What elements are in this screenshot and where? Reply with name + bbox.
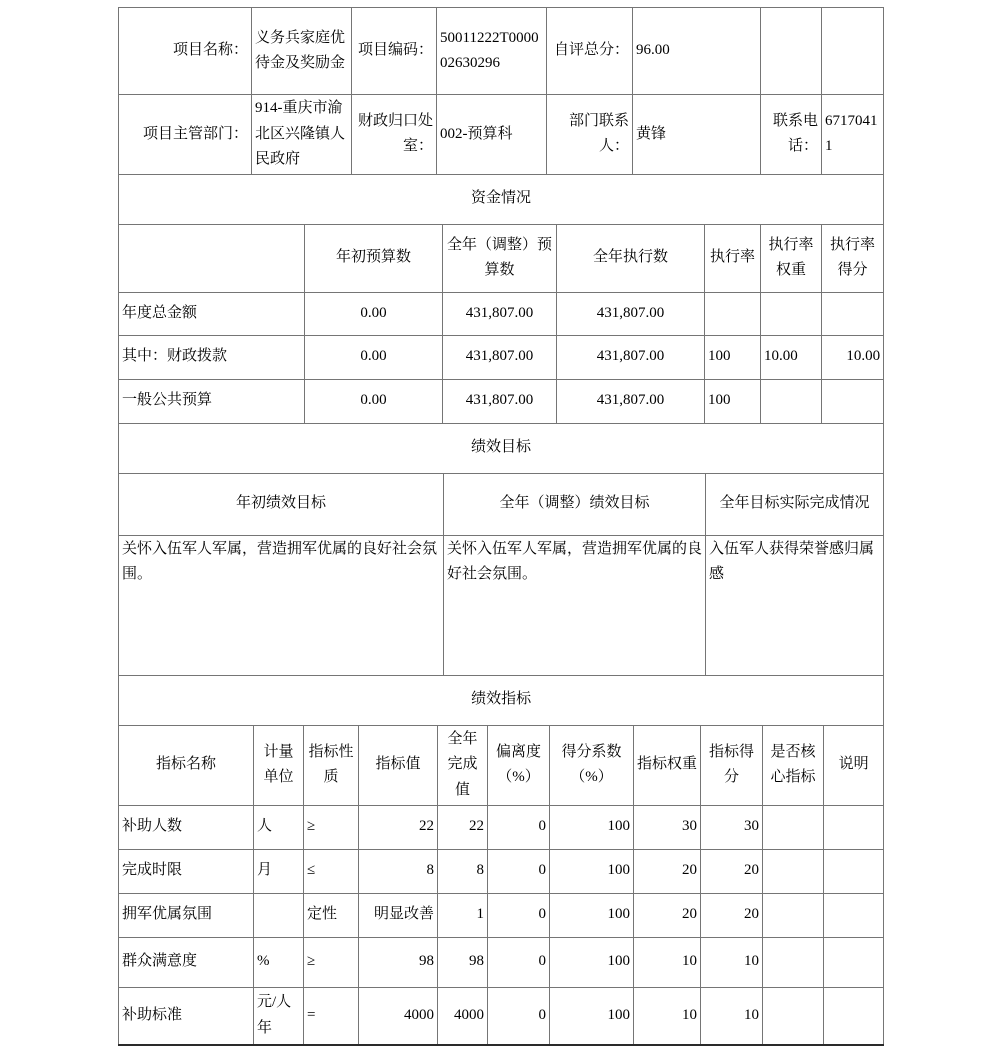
indicator-deviation: 0 — [488, 805, 550, 849]
fund-row-label: 其中：财政拨款 — [119, 335, 305, 379]
fund-rate-weight — [761, 292, 822, 335]
phone-value: 67170411 — [822, 95, 884, 175]
fund-executed: 431,807.00 — [557, 379, 705, 423]
indicator-name: 群众满意度 — [119, 937, 254, 987]
empty-cell — [822, 8, 884, 95]
goals-content-row — [119, 535, 884, 675]
project-code-value: 50011222T000002630296 — [437, 8, 547, 95]
indicator-nature: ≤ — [304, 849, 359, 893]
goals-section-title-row — [119, 423, 884, 473]
indicator-nature: ≥ — [304, 937, 359, 987]
funds-header-row — [119, 224, 884, 292]
performance-report-table — [118, 7, 883, 1046]
indicator-score-coeff: 100 — [550, 805, 634, 849]
adjusted-goal-text: 关怀入伍军人军属，营造拥军优属的良好社会氛围。 — [444, 535, 706, 675]
indicator-deviation: 0 — [488, 849, 550, 893]
indicator-weight: 30 — [634, 805, 701, 849]
fund-executed: 431,807.00 — [557, 292, 705, 335]
goals-section-title: 绩效目标 — [119, 423, 884, 473]
goals-col-header: 全年（调整）绩效目标 — [444, 473, 706, 535]
indicator-unit: % — [254, 937, 304, 987]
indicator-note — [824, 987, 884, 1045]
indicator-target: 22 — [359, 805, 438, 849]
funds-col-header: 年初预算数 — [305, 224, 443, 292]
indicator-score: 20 — [701, 849, 763, 893]
indicator-row — [119, 937, 884, 987]
fund-executed: 431,807.00 — [557, 335, 705, 379]
fund-budget-adjusted: 431,807.00 — [443, 292, 557, 335]
fund-budget-adjusted: 431,807.00 — [443, 335, 557, 379]
indicator-score: 20 — [701, 893, 763, 937]
goals-col-header: 年初绩效目标 — [119, 473, 444, 535]
indicator-score: 10 — [701, 937, 763, 987]
indicator-target: 4000 — [359, 987, 438, 1045]
funds-col-header: 执行率权重 — [761, 224, 822, 292]
funds-table — [118, 174, 884, 424]
funds-col-header: 全年执行数 — [557, 224, 705, 292]
indicator-name: 补助标准 — [119, 987, 254, 1045]
indicator-score-coeff: 100 — [550, 937, 634, 987]
indicator-is-core — [763, 805, 824, 849]
fund-row-label: 一般公共预算 — [119, 379, 305, 423]
finance-office-value: 002-预算科 — [437, 95, 547, 175]
indicator-completed: 22 — [438, 805, 488, 849]
indicator-col-header: 指标值 — [359, 725, 438, 805]
fund-rate-weight — [761, 379, 822, 423]
fund-rate-score: 10.00 — [822, 335, 884, 379]
indicator-target: 98 — [359, 937, 438, 987]
indicator-unit — [254, 893, 304, 937]
indicator-row — [119, 849, 884, 893]
fund-exec-rate: 100 — [705, 335, 761, 379]
funds-row-fiscal — [119, 335, 884, 379]
funds-row-public-budget — [119, 379, 884, 423]
indicator-col-header: 指标性质 — [304, 725, 359, 805]
funds-col-header — [119, 224, 305, 292]
initial-goal-text: 关怀入伍军人军属，营造拥军优属的良好社会氛围。 — [119, 535, 444, 675]
indicator-target: 8 — [359, 849, 438, 893]
project-info-row-1 — [119, 8, 884, 95]
indicator-note — [824, 893, 884, 937]
indicator-col-header: 指标权重 — [634, 725, 701, 805]
indicators-section-title: 绩效指标 — [119, 675, 884, 725]
indicator-col-header: 得分系数（%） — [550, 725, 634, 805]
project-info-table — [118, 7, 884, 175]
funds-col-header: 全年（调整）预算数 — [443, 224, 557, 292]
indicator-target: 明显改善 — [359, 893, 438, 937]
indicator-deviation: 0 — [488, 937, 550, 987]
indicator-nature: = — [304, 987, 359, 1045]
goals-col-header: 全年目标实际完成情况 — [706, 473, 884, 535]
indicator-unit: 月 — [254, 849, 304, 893]
indicator-completed: 4000 — [438, 987, 488, 1045]
indicator-col-header: 指标得分 — [701, 725, 763, 805]
indicator-nature: 定性 — [304, 893, 359, 937]
phone-label: 联系电话： — [761, 95, 822, 175]
fund-exec-rate — [705, 292, 761, 335]
fund-budget-adjusted: 431,807.00 — [443, 379, 557, 423]
indicator-row — [119, 987, 884, 1045]
indicators-section-title-row — [119, 675, 884, 725]
self-score-label: 自评总分： — [547, 8, 633, 95]
indicator-is-core — [763, 937, 824, 987]
project-code-label: 项目编码： — [352, 8, 437, 95]
fund-budget-initial: 0.00 — [305, 292, 443, 335]
indicator-deviation: 0 — [488, 893, 550, 937]
indicator-score-coeff: 100 — [550, 849, 634, 893]
indicator-name: 补助人数 — [119, 805, 254, 849]
indicator-deviation: 0 — [488, 987, 550, 1045]
indicator-col-header: 说明 — [824, 725, 884, 805]
fund-budget-initial: 0.00 — [305, 335, 443, 379]
project-info-row-2 — [119, 95, 884, 175]
goals-table — [118, 423, 884, 676]
indicator-score-coeff: 100 — [550, 893, 634, 937]
indicator-name: 拥军优属氛围 — [119, 893, 254, 937]
empty-cell — [761, 8, 822, 95]
fund-exec-rate: 100 — [705, 379, 761, 423]
indicator-unit: 人 — [254, 805, 304, 849]
indicator-col-header: 偏离度（%） — [488, 725, 550, 805]
dept-value: 914-重庆市渝北区兴隆镇人民政府 — [252, 95, 352, 175]
funds-col-header: 执行率得分 — [822, 224, 884, 292]
fund-rate-score — [822, 292, 884, 335]
indicator-weight: 20 — [634, 849, 701, 893]
indicator-is-core — [763, 893, 824, 937]
indicator-score: 10 — [701, 987, 763, 1045]
fund-rate-score — [822, 379, 884, 423]
indicator-row — [119, 893, 884, 937]
indicator-completed: 98 — [438, 937, 488, 987]
indicator-unit: 元/人年 — [254, 987, 304, 1045]
funds-section-title-row — [119, 174, 884, 224]
indicator-weight: 10 — [634, 987, 701, 1045]
indicator-note — [824, 937, 884, 987]
indicator-col-header: 是否核心指标 — [763, 725, 824, 805]
fund-rate-weight: 10.00 — [761, 335, 822, 379]
indicator-completed: 8 — [438, 849, 488, 893]
indicators-table — [118, 675, 884, 1047]
indicator-is-core — [763, 849, 824, 893]
self-score-value: 96.00 — [633, 8, 761, 95]
actual-completion-text: 入伍军人获得荣誉感归属感 — [706, 535, 884, 675]
funds-section-title: 资金情况 — [119, 174, 884, 224]
indicator-completed: 1 — [438, 893, 488, 937]
indicator-col-header: 全年完成值 — [438, 725, 488, 805]
indicator-score: 30 — [701, 805, 763, 849]
indicator-is-core — [763, 987, 824, 1045]
finance-office-label: 财政归口处室： — [352, 95, 437, 175]
indicator-name: 完成时限 — [119, 849, 254, 893]
indicator-score-coeff: 100 — [550, 987, 634, 1045]
indicator-nature: ≥ — [304, 805, 359, 849]
contact-label: 部门联系人： — [547, 95, 633, 175]
fund-budget-initial: 0.00 — [305, 379, 443, 423]
project-name-label: 项目名称： — [119, 8, 252, 95]
funds-col-header: 执行率 — [705, 224, 761, 292]
indicator-note — [824, 805, 884, 849]
indicator-col-header: 指标名称 — [119, 725, 254, 805]
indicator-weight: 20 — [634, 893, 701, 937]
goals-header-row — [119, 473, 884, 535]
indicator-weight: 10 — [634, 937, 701, 987]
funds-row-total — [119, 292, 884, 335]
fund-row-label: 年度总金额 — [119, 292, 305, 335]
dept-label: 项目主管部门： — [119, 95, 252, 175]
indicators-header-row — [119, 725, 884, 805]
project-name-value: 义务兵家庭优待金及奖励金 — [252, 8, 352, 95]
contact-value: 黄锋 — [633, 95, 761, 175]
indicator-note — [824, 849, 884, 893]
indicator-col-header: 计量单位 — [254, 725, 304, 805]
indicator-row — [119, 805, 884, 849]
